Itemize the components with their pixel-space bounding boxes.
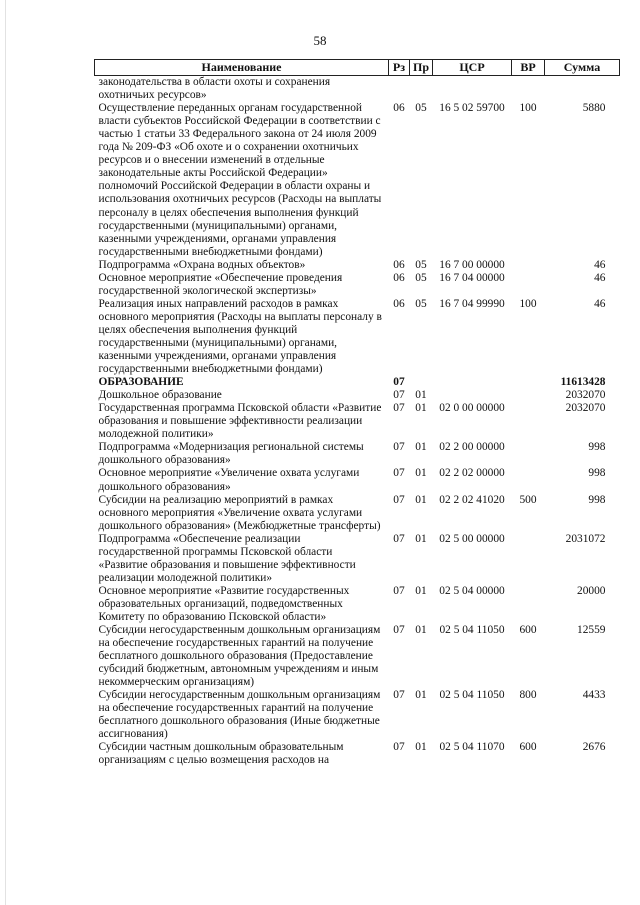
cell-rz: 07 <box>393 741 405 754</box>
table-row <box>95 272 620 298</box>
cell-rz: 06 <box>393 102 405 115</box>
cell-pr: 01 <box>415 389 427 402</box>
cell-pr: 05 <box>415 258 427 271</box>
cell-sum: 2032070 <box>565 402 606 415</box>
cell-vr: 500 <box>519 493 537 506</box>
cell-pr <box>410 376 433 389</box>
header-vr: ВР <box>512 60 545 76</box>
table-row <box>95 533 620 585</box>
cell-csr: 16 7 00 00000 <box>439 258 505 271</box>
cell-sum: 11613428 <box>560 376 606 389</box>
cell-name: Субсидии частным дошкольным образовательным организациям с целью возмещения расходов на <box>98 741 344 767</box>
cell-vr: 600 <box>519 624 537 637</box>
cell-rz: 06 <box>393 258 405 271</box>
cell-name: Подпрограмма «Охрана водных объектов» <box>98 258 306 271</box>
budget-table <box>94 59 620 768</box>
cell-rz: 07 <box>393 584 405 597</box>
table-header <box>95 60 620 76</box>
cell-vr <box>512 376 545 389</box>
table-body <box>95 76 620 768</box>
cell-name: Государственная программа Псковской области «Развитие образования и повышение эффективности реализации молодежной политики» <box>98 402 382 441</box>
cell-pr <box>410 76 433 103</box>
cell-sum: 46 <box>594 271 606 284</box>
cell-pr: 05 <box>415 102 427 115</box>
table-row <box>95 259 620 272</box>
cell-csr: 16 7 04 00000 <box>439 271 505 284</box>
cell-name: Подпрограмма «Модернизация региональной системы дошкольного образования» <box>98 441 364 467</box>
table-row <box>95 76 620 103</box>
cell-pr: 05 <box>415 297 427 310</box>
cell-csr: 02 0 00 00000 <box>439 402 505 415</box>
cell-sum: 46 <box>594 297 606 310</box>
cell-pr: 01 <box>415 402 427 415</box>
cell-pr: 01 <box>415 741 427 754</box>
cell-csr <box>433 389 512 402</box>
cell-rz: 07 <box>393 389 405 402</box>
cell-name: Субсидии на реализацию мероприятий в рамках основного мероприятия «Увеличение охвата услугами дошкольного образования» (Межбюджетные трансферты) <box>98 493 381 532</box>
cell-name: Субсидии негосударственным дошкольным организациям на обеспечение государственных гарантий на получение бесплатного дошкольного образования (Предоставление субсидий бюджетным, автономным учреждениям и иным некоммерческим организациям) <box>98 624 381 689</box>
cell-pr: 01 <box>415 493 427 506</box>
cell-sum: 5880 <box>582 102 606 115</box>
cell-pr: 05 <box>415 271 427 284</box>
cell-csr: 02 5 04 11050 <box>439 689 505 702</box>
cell-csr: 16 7 04 99990 <box>439 297 505 310</box>
cell-name: Осуществление переданных органам государственной власти субъектов Российской Федерации в соответствии с частью 1 статьи 33 Федерального закона от 24 июля 2009 года № 209-ФЗ «Об охоте и о сохранении охотничьих ресурсов и о внесении изменений в отдельные законодательные акты Российской Федерации» полномочий Российской Федерации в области охраны и использования охотничьих ресурсов (Расходы на выплаты персоналу в целях обеспечения выполнения функций государственными (муниципальными) органами, казенными учреждениями, органами управления государственными внебюджетными фондами) <box>98 102 382 258</box>
cell-csr: 02 5 04 11070 <box>439 741 505 754</box>
cell-name: Дошкольное образование <box>98 389 222 402</box>
cell-name: Основное мероприятие «Увеличение охвата услугами дошкольного образования» <box>98 467 360 493</box>
cell-rz: 06 <box>393 271 405 284</box>
cell-csr: 02 5 04 11050 <box>439 624 505 637</box>
cell-vr <box>512 272 545 298</box>
cell-sum: 998 <box>588 441 606 454</box>
cell-rz: 06 <box>393 297 405 310</box>
cell-rz: 07 <box>393 467 405 480</box>
cell-vr <box>512 389 545 402</box>
cell-sum: 998 <box>588 493 606 506</box>
cell-vr <box>512 76 545 103</box>
page-number: 58 <box>313 33 327 48</box>
table-row <box>95 298 620 376</box>
cell-vr: 100 <box>519 102 537 115</box>
cell-sum: 2031072 <box>565 532 606 545</box>
table-row <box>95 741 620 767</box>
cell-sum: 4433 <box>582 689 606 702</box>
scan-edge-line <box>5 0 6 905</box>
table-row <box>95 376 620 389</box>
cell-rz: 07 <box>393 624 405 637</box>
cell-vr <box>512 467 545 493</box>
cell-name: Подпрограмма «Обеспечение реализации государственной программы Псковской области «Развитие образования и повышение эффективности реализации молодежной политики» <box>98 532 356 584</box>
cell-vr: 600 <box>519 741 537 754</box>
cell-pr: 01 <box>415 689 427 702</box>
cell-name: Основное мероприятие «Обеспечение проведения государственной экологической экспертизы» <box>98 271 343 297</box>
cell-name: законодательства в области охоты и сохранения охотничьих ресурсов» <box>98 76 331 102</box>
cell-csr <box>433 376 512 389</box>
header-name: Наименование <box>95 60 389 76</box>
cell-pr: 01 <box>415 467 427 480</box>
cell-rz: 07 <box>393 402 405 415</box>
header-rz: Рз <box>389 60 410 76</box>
cell-sum <box>545 76 620 103</box>
cell-rz: 07 <box>393 689 405 702</box>
table-row <box>95 624 620 689</box>
cell-csr: 16 5 02 59700 <box>439 102 505 115</box>
cell-name: Субсидии негосударственным дошкольным организациям на обеспечение государственных гарантий на получение бесплатного дошкольного образования (Иные бюджетные ассигнования) <box>98 689 381 741</box>
table-row <box>95 441 620 467</box>
cell-pr: 01 <box>415 532 427 545</box>
cell-name: Реализация иных направлений расходов в рамках основного мероприятия (Расходы на выплаты персоналу в целях обеспечения выполнения функций государственными (муниципальными) органами, казенными учреждениями, органами управления государственными внебюджетными фондами) <box>98 297 382 376</box>
cell-sum: 12559 <box>577 624 606 637</box>
cell-vr: 800 <box>519 689 537 702</box>
header-csr: ЦСР <box>433 60 512 76</box>
table-row <box>95 102 620 259</box>
cell-pr: 01 <box>415 441 427 454</box>
cell-vr <box>512 402 545 441</box>
cell-vr: 100 <box>519 297 537 310</box>
cell-rz: 07 <box>393 532 405 545</box>
header-sum: Сумма <box>545 60 620 76</box>
cell-csr: 02 2 02 41020 <box>439 493 505 506</box>
cell-csr <box>433 76 512 103</box>
table-row <box>95 389 620 402</box>
cell-rz: 07 <box>393 376 405 389</box>
cell-sum: 46 <box>594 258 606 271</box>
cell-vr <box>512 585 545 624</box>
cell-vr <box>512 533 545 585</box>
cell-name: ОБРАЗОВАНИЕ <box>98 376 184 389</box>
cell-csr: 02 5 00 00000 <box>439 532 505 545</box>
cell-name: Основное мероприятие «Развитие государственных образовательных организаций, подведомственных Комитету по образованию Псковской области» <box>98 584 350 623</box>
cell-csr: 02 5 04 00000 <box>439 584 505 597</box>
cell-vr <box>512 441 545 467</box>
cell-csr: 02 2 00 00000 <box>439 441 505 454</box>
cell-csr: 02 2 02 00000 <box>439 467 505 480</box>
cell-sum: 2032070 <box>565 389 606 402</box>
cell-sum: 2676 <box>582 741 606 754</box>
header-pr: Пр <box>410 60 433 76</box>
table-row <box>95 467 620 493</box>
cell-sum: 20000 <box>577 584 606 597</box>
cell-rz <box>389 76 410 103</box>
cell-sum: 998 <box>588 467 606 480</box>
table-row <box>95 585 620 624</box>
cell-pr: 01 <box>415 584 427 597</box>
table-row <box>95 494 620 533</box>
cell-pr: 01 <box>415 624 427 637</box>
cell-rz: 07 <box>393 441 405 454</box>
table-row <box>95 689 620 741</box>
table-row <box>95 402 620 441</box>
cell-rz: 07 <box>393 493 405 506</box>
cell-vr <box>512 259 545 272</box>
